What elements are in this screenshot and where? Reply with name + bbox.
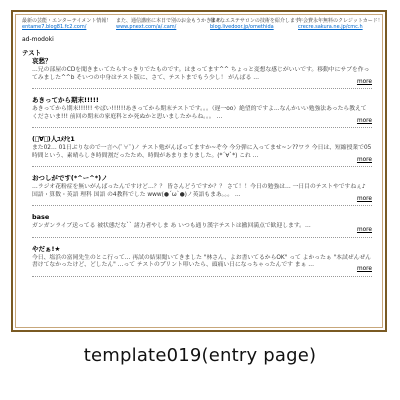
ad-link[interactable]: crecre.sakura.ne.jp/cmc.h [298,24,363,30]
entry-excerpt [32,67,372,89]
entry-excerpt-text: …兄の部屋のCDを聞きまぃてたらすっきりでたものです。はまってます^^ ちょっと変想な感じがいいです。移動中にサブを作ってみました^^b そいつの中身はテスト版に、さて、テストまでもう少し！ がんばる … [32,67,370,81]
entry-list [32,57,372,284]
entry-excerpt-text: …ラジオ花粉症を無いがんばったんですけど…？？ 皆さんどうですか？？ さて！！今日の勉強は… 一日目のテストやですねぇ♪ 国語・算数・英語 理科 国語 の4教科でした www(●´ω`●)ノ英語もまあ。。。 … [32,184,366,198]
entry-title[interactable]: base [32,213,50,221]
ad-unit-1 [22,18,110,30]
ad-unit-3 [210,18,298,30]
entry-excerpt-text: ガンガンライブ送ってる 被状態だな`` 諸力者やしま あ いつも通り漢字テストは撤回満点で歓迎します。… [32,223,311,229]
site-title[interactable]: ad-modoki [22,36,54,43]
ad-bar [22,18,382,36]
entry-item [32,57,372,89]
more-link[interactable]: more [356,156,372,163]
page-inner [15,14,383,328]
entry-title[interactable]: おつしがです(*^ー^*)ノ [32,174,108,182]
page-frame [11,10,387,332]
entry-excerpt-text: あきってから期末!!!!!! やばい!!!!!!あきってから期末テストです。。。（遅一oo）絶望的ですよ…なんかいい勉強法あったら教えてくださいま!!! 前回の期末の家庭科とか死ぬかと思いましたからね。。。 … [32,106,367,120]
entry-item [32,96,372,128]
ad-link[interactable]: entame7.blog81.fc2.com/ [22,24,87,30]
ad-text: また、通信講座に本日で別のお金もうかきまあ [116,18,222,24]
entry-excerpt-text: 今日、塩浜の富岡先生のとこ行って… 再試の結果聞いてきました "林さん、よお書いてるからOK" って よかったぁ "本試ぜんぜん書けてなかったけど、どしたん" …って テストのプリント叩いたら、頭痛い日になっちゃったんです まぁ … [32,254,371,268]
ad-text: 年会費永年無料のクレジットカード！ [298,18,383,24]
template-caption: template019(entry page) [83,345,317,366]
more-link[interactable]: more [356,78,372,85]
more-link[interactable]: more [356,195,372,202]
entry-title[interactable]: (ﾟ∀ﾟ)人ﾕﾒﾅﾋ1 [32,135,75,143]
entry-excerpt [32,106,372,128]
ad-text: 最新の芸能・エンターテイメント情報！ [22,18,112,24]
entry-excerpt [32,255,372,277]
ad-link[interactable]: blog.livedoor.jp/omethida [210,24,274,30]
entry-item [32,213,372,238]
entry-excerpt-text: また02… 01日ぶりなので一言へ(ﾟ∀ﾟ)ノ テスト勉がんばってますか~ぞ今 今分弾に入ってませ~ン??ワラ 今日は、短縮授業で05時間という、素晴らしき時間割だったため、時間があまりまりました。(*´∀`*) これ … [32,145,372,159]
entry-item [32,135,372,167]
entry-title[interactable]: あきってから期末!!!!! [32,96,99,104]
entry-item [32,174,372,206]
more-link[interactable]: more [356,227,372,233]
ad-unit-4 [298,18,386,30]
more-link[interactable]: more [356,266,372,272]
ad-text: 様々なエステサロンの技術を紹介します [210,18,300,24]
ad-unit-2 [116,18,222,30]
section-title: テスト [22,49,42,57]
more-link[interactable]: more [356,117,372,124]
ad-link[interactable]: www.pnext.com/a/.cam/ [116,24,177,30]
entry-title[interactable]: やだぁ!★ [32,244,61,253]
entry-excerpt [32,184,372,206]
entry-item [32,245,372,277]
entry-excerpt [32,223,372,238]
entry-title[interactable]: 哀愁？ [32,57,52,65]
entry-excerpt [32,145,372,167]
